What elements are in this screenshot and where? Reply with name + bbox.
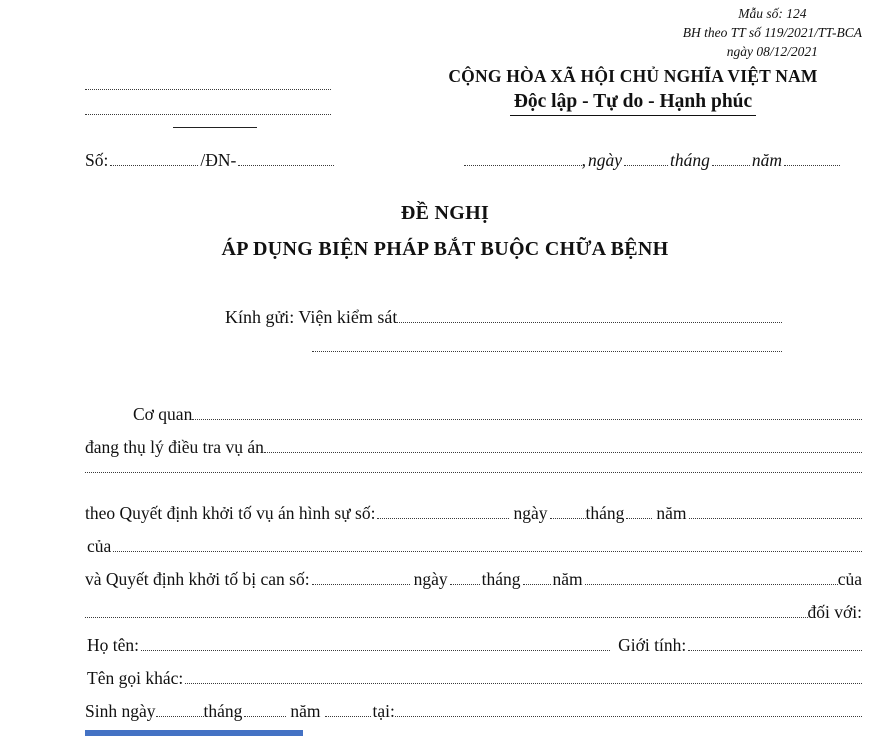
nam-label: năm — [656, 503, 687, 523]
document-title — [0, 202, 890, 261]
nam-label: năm — [290, 701, 321, 721]
dotted-blank — [238, 163, 334, 166]
dotted-blank — [110, 163, 198, 166]
dang-thu-ly-label: đang thụ lý điều tra vụ án — [85, 437, 264, 457]
blue-highlight-bar — [85, 730, 303, 736]
title-line-2: ÁP DỤNG BIỆN PHÁP BẮT BUỘC CHỮA BỆNH — [221, 238, 669, 260]
tai-label: tại: — [372, 701, 395, 721]
ngay-label: ngày — [413, 569, 448, 589]
date-comma: , — [581, 150, 586, 170]
line-va-quyet-dinh — [85, 569, 862, 602]
thang-label: tháng — [481, 569, 521, 589]
reference-line — [85, 150, 840, 171]
recipient-blank-line-2 — [312, 351, 782, 352]
line-cua — [85, 536, 862, 569]
thang-label: tháng — [203, 701, 243, 721]
month-blank — [712, 163, 750, 166]
issuer-blank — [113, 549, 862, 552]
birth-year-blank — [325, 714, 371, 717]
line-co-quan — [85, 404, 862, 437]
agency-divider-line — [173, 127, 257, 128]
recipient-line — [225, 307, 782, 328]
co-quan-label: Cơ quan — [133, 404, 193, 424]
ref-dn-label: /ĐN- — [200, 150, 237, 170]
line-dang-thu-ly — [85, 437, 862, 470]
birth-month-blank — [244, 714, 286, 717]
ngay-label: ngày — [513, 503, 548, 523]
date-ngay-label: ngày — [587, 150, 622, 170]
doi-voi-label: đối với: — [807, 602, 862, 622]
continuation-blank — [85, 470, 862, 473]
ten-goi-khac-label: Tên gọi khác: — [87, 668, 184, 688]
line-theo-quyet-dinh — [85, 503, 862, 536]
form-info-block — [683, 4, 862, 61]
birthplace-blank — [395, 714, 862, 717]
date-thang-label: tháng — [669, 150, 710, 170]
national-header — [398, 66, 868, 116]
decision-number-blank — [377, 516, 509, 519]
recipient-label: Kính gửi: Viện kiểm sát — [225, 307, 398, 327]
day-blank — [624, 163, 668, 166]
agency-blank — [192, 417, 862, 420]
cua-label: của — [837, 569, 862, 589]
full-name-blank — [141, 648, 610, 651]
month-blank — [523, 582, 551, 585]
sinh-ngay-label: Sinh ngày — [85, 701, 156, 721]
ho-ten-label: Họ tên: — [87, 635, 140, 655]
day-blank — [450, 582, 480, 585]
case-blank — [264, 450, 862, 453]
decision-number-blank — [312, 582, 410, 585]
date-nam-label: năm — [751, 150, 782, 170]
national-title: CỘNG HÒA XÃ HỘI CHỦ NGHĨA VIỆT NAM — [448, 66, 818, 86]
alias-blank — [185, 681, 862, 684]
birth-day-blank — [156, 714, 204, 717]
year-blank — [585, 582, 838, 585]
thang-label: tháng — [585, 503, 625, 523]
form-model-number: Mẫu số: 124 — [738, 6, 807, 21]
line-ten-goi-khac — [85, 668, 862, 701]
line-doi-voi — [85, 602, 862, 635]
title-line-1: ĐỀ NGHỊ — [400, 202, 490, 224]
theo-qd-label: theo Quyết định khởi tố vụ án hình sự số: — [85, 503, 376, 523]
gioi-tinh-label: Giới tính: — [618, 635, 687, 655]
line-ho-ten — [85, 635, 862, 668]
recipient-blank — [397, 320, 782, 323]
nam-label: năm — [552, 569, 583, 589]
day-blank — [550, 516, 586, 519]
agency-name-blank-line-2 — [85, 114, 331, 115]
gender-blank — [688, 648, 862, 651]
line-continuation-1 — [85, 470, 862, 503]
form-issue-date: ngày 08/12/2021 — [726, 44, 818, 59]
national-motto: Độc lập - Tự do - Hạnh phúc — [510, 91, 756, 116]
agency-name-blank-line-1 — [85, 89, 331, 90]
body-text — [85, 404, 862, 734]
place-blank — [464, 163, 582, 166]
ref-so-label: Số: — [85, 150, 109, 170]
form-circular-reference: BH theo TT số 119/2021/TT-BCA — [682, 25, 862, 40]
year-blank — [784, 163, 840, 166]
month-blank — [626, 516, 652, 519]
cua-label: của — [87, 536, 112, 556]
issuer-blank — [85, 615, 808, 618]
year-blank — [689, 516, 862, 519]
va-qd-label: và Quyết định khởi tố bị can số: — [85, 569, 310, 589]
